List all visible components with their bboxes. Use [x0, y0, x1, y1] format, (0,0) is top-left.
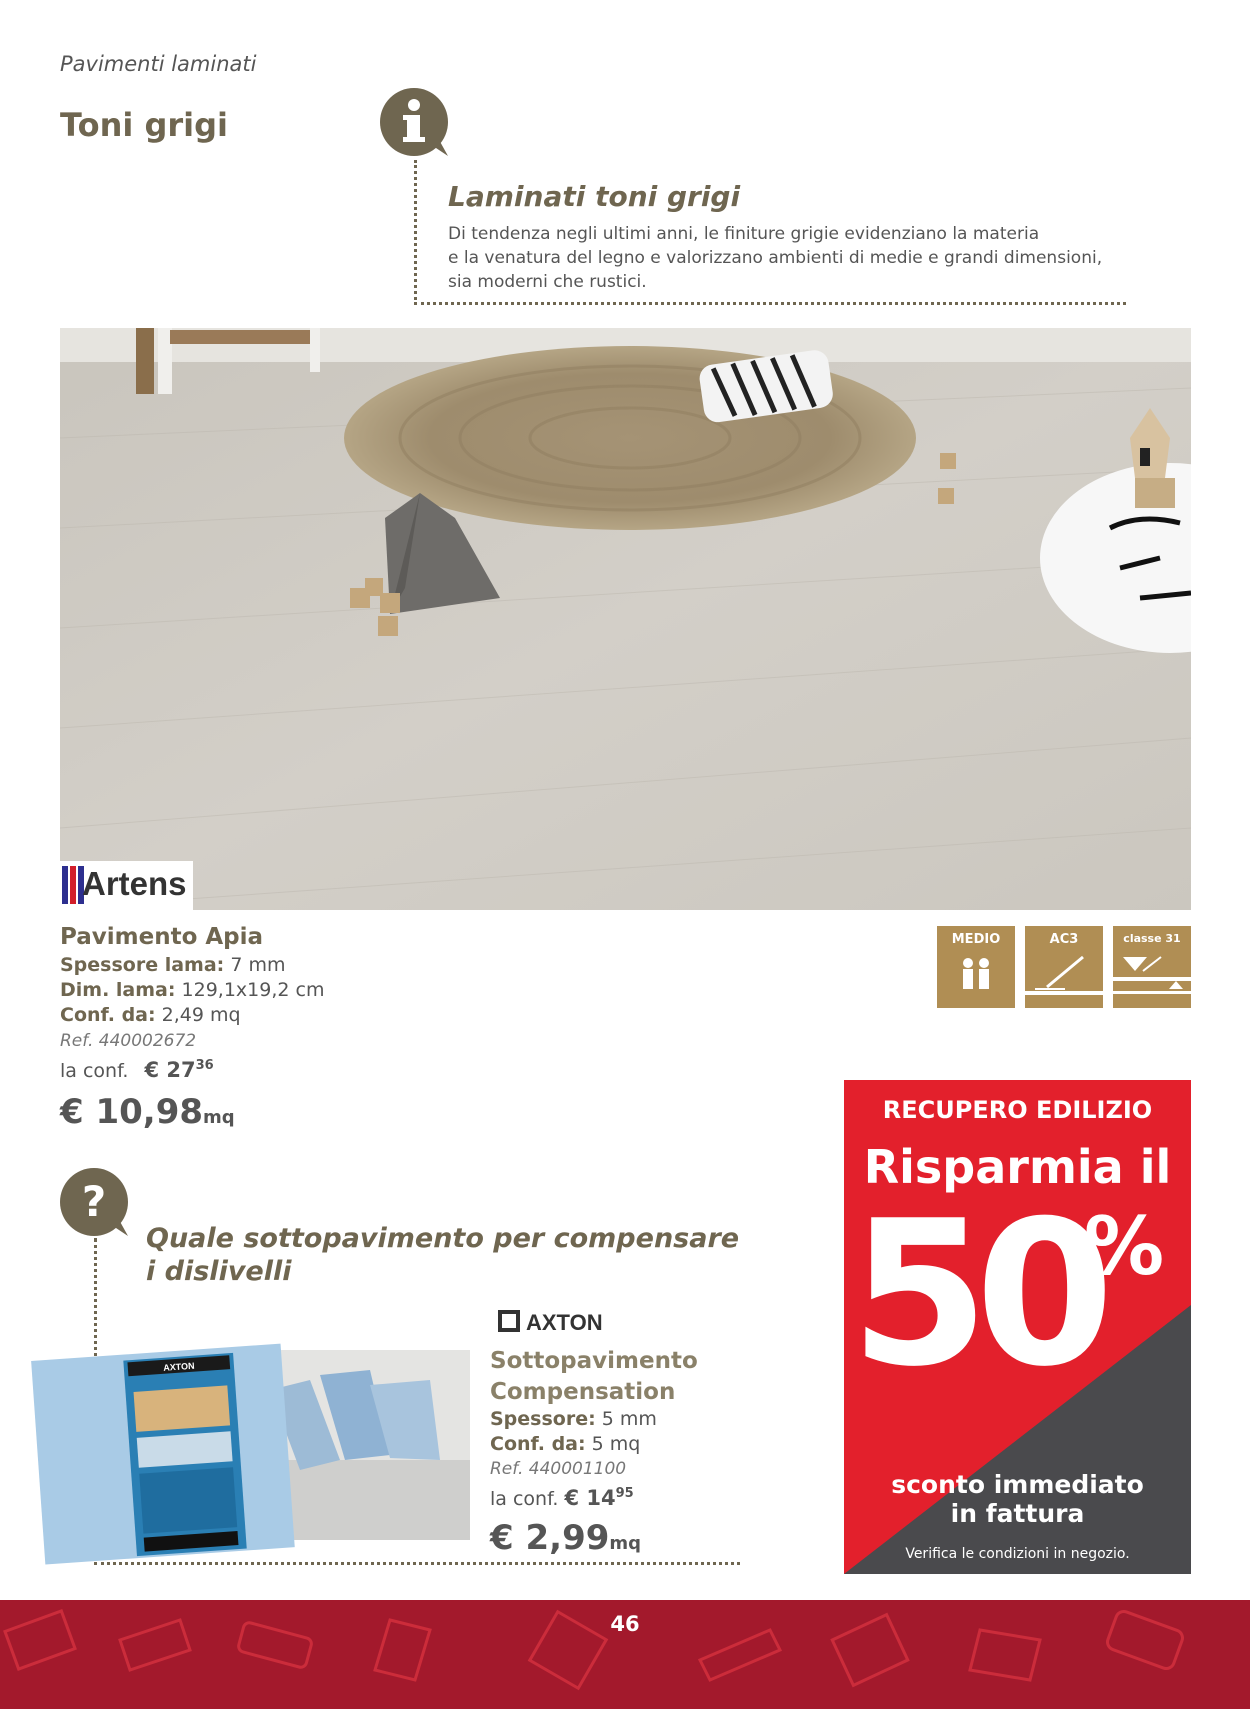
usage-class-icon [1113, 945, 1191, 995]
svg-text:?: ? [81, 1177, 107, 1226]
room-photo [60, 328, 1191, 910]
artens-logo-mark [62, 866, 84, 906]
package-brand-text: AXTON [162, 1360, 195, 1373]
info-body-line: e la venatura del legno e valorizzano ambienti di medie e grandi dimensioni, [448, 248, 1103, 268]
product-ref: Ref. 440001100 [490, 1459, 627, 1479]
promo-subline: sconto immediato in fattura [891, 1470, 1144, 1528]
badge-ac3: AC3 [1025, 926, 1103, 1008]
badge-class31: classe 31 [1113, 926, 1191, 1008]
spec-package: Conf. da: 5 mq [490, 1433, 641, 1455]
unit-price: € 10,98mq [60, 1092, 235, 1132]
promo-kicker: RECUPERO EDILIZIO [882, 1096, 1153, 1124]
unit-price: € 2,99mq [490, 1518, 642, 1558]
promo-panel [844, 1080, 1191, 1574]
product-name: Pavimento Apia [60, 924, 264, 950]
question-title: Quale sottopavimento per compensare i dislivelli [146, 1223, 740, 1287]
axton-logo-mark [498, 1310, 520, 1332]
info-title: Laminati toni grigi [448, 180, 741, 213]
artens-logo-text: Artens [82, 865, 187, 902]
package-price: la conf. € $27^{36}$ [60, 1058, 214, 1082]
info-icon [380, 88, 448, 156]
info-divider-horizontal [414, 302, 1126, 305]
info-body-line: Di tendenza negli ultimi anni, le finiture grigie evidenziano la materia [448, 224, 1040, 244]
scratch-resistance-icon [1025, 947, 1103, 997]
page-number: 46 [610, 1612, 640, 1636]
info-body-line: sia moderni che rustici. [448, 272, 647, 292]
page-title: Toni grigi [60, 106, 228, 144]
product-ref: Ref. 440002672 [60, 1031, 197, 1051]
promo-note: Verifica le condizioni in negozio. [905, 1546, 1130, 1562]
underlay-package-image [30, 1340, 298, 1570]
badge-usage: MEDIO [937, 926, 1015, 1008]
promo-headline: Risparmia il [863, 1140, 1172, 1194]
section-label: Pavimenti laminati [60, 52, 257, 76]
package-price: la conf. € $14^{95}$ [490, 1486, 634, 1510]
question-icon [60, 1168, 128, 1236]
info-divider-vertical [414, 160, 417, 300]
spec-thickness: Spessore lama: 7 mm [60, 954, 286, 976]
product-name: Sottopavimento Compensation [490, 1348, 698, 1405]
spec-package: Conf. da: 2,49 mq [60, 1004, 241, 1026]
spec-thickness: Spessore: 5 mm [490, 1408, 657, 1430]
people-icon [937, 947, 1015, 997]
info-body [448, 222, 1138, 294]
artens-logo [60, 861, 193, 910]
axton-logo: AXTON [498, 1310, 603, 1336]
spec-dimensions: Dim. lama: 129,1x19,2 cm [60, 979, 325, 1001]
promo-percent: % [1084, 1200, 1165, 1293]
promo-big-number: 50 [850, 1178, 1101, 1411]
